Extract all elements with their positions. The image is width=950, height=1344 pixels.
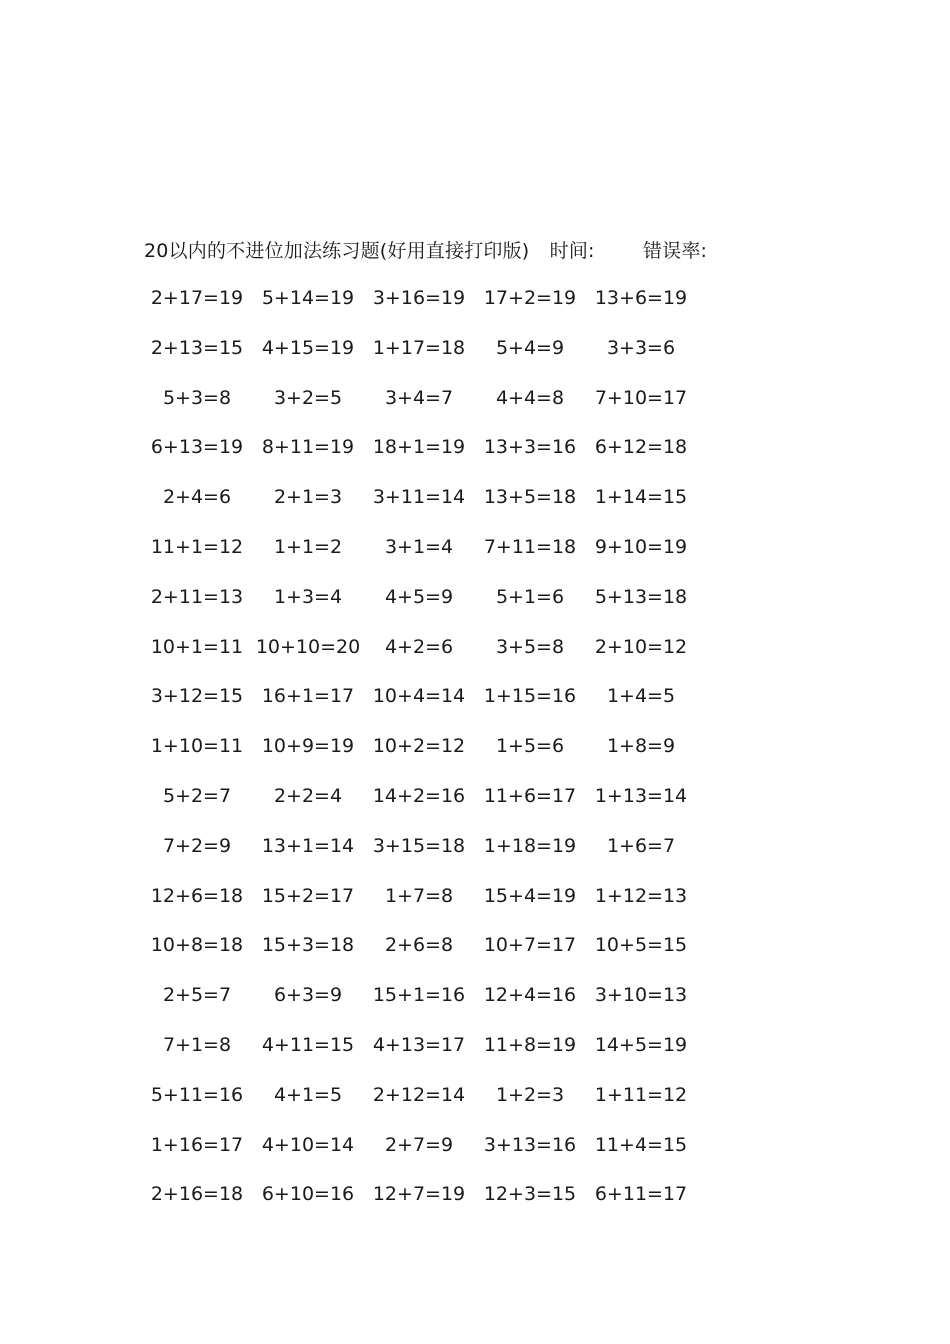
equation-item: 10+7=17 <box>483 934 577 957</box>
equation-item: 4+15=19 <box>261 336 355 359</box>
equation-row <box>0 336 950 386</box>
worksheet-header <box>144 236 707 263</box>
equation-item: 3+15=18 <box>372 834 466 857</box>
equation-item: 5+4=9 <box>495 336 565 359</box>
equation-item: 7+10=17 <box>594 386 688 409</box>
equation-row <box>0 585 950 635</box>
equation-item: 13+5=18 <box>483 486 577 509</box>
equation-item: 11+1=12 <box>150 535 244 558</box>
equation-item: 7+11=18 <box>483 535 577 558</box>
equation-item: 2+12=14 <box>372 1083 466 1106</box>
equation-row <box>0 635 950 685</box>
equation-row <box>0 933 950 983</box>
equation-row <box>0 386 950 436</box>
equation-item: 2+1=3 <box>273 486 343 509</box>
equation-item: 6+11=17 <box>594 1183 688 1206</box>
equation-item: 10+1=11 <box>150 635 244 658</box>
equation-item: 4+2=6 <box>384 635 454 658</box>
equation-item: 1+13=14 <box>594 784 688 807</box>
equation-item: 4+4=8 <box>495 386 565 409</box>
equation-item: 1+2=3 <box>495 1083 565 1106</box>
equation-item: 13+1=14 <box>261 834 355 857</box>
equation-item: 17+2=19 <box>483 287 577 309</box>
equation-item: 2+17=19 <box>150 287 244 309</box>
equation-item: 11+6=17 <box>483 784 577 807</box>
equation-row <box>0 1083 950 1133</box>
equation-item: 2+4=6 <box>162 486 232 509</box>
equation-item: 4+11=15 <box>261 1033 355 1056</box>
equation-item: 1+11=12 <box>594 1083 688 1106</box>
equation-row <box>0 1182 950 1232</box>
equation-grid <box>0 286 950 1232</box>
equation-item: 1+12=13 <box>594 884 688 907</box>
equation-item: 12+7=19 <box>372 1183 466 1206</box>
equation-item: 3+5=8 <box>495 635 565 658</box>
equation-item: 1+5=6 <box>495 735 565 758</box>
equation-item: 15+3=18 <box>261 934 355 957</box>
equation-item: 6+10=16 <box>261 1183 355 1206</box>
equation-item: 7+2=9 <box>162 834 232 857</box>
time-label: 时间: <box>549 240 595 262</box>
equation-item: 1+14=15 <box>594 486 688 509</box>
equation-item: 18+1=19 <box>372 436 466 459</box>
equation-item: 10+5=15 <box>594 934 688 957</box>
equation-item: 2+5=7 <box>162 984 232 1007</box>
equation-item: 15+1=16 <box>372 984 466 1007</box>
equation-item: 1+6=7 <box>606 834 676 857</box>
equation-item: 8+11=19 <box>261 436 355 459</box>
equation-item: 10+9=19 <box>261 735 355 758</box>
equation-item: 5+1=6 <box>495 585 565 608</box>
equation-item: 10+10=20 <box>255 635 361 658</box>
equation-item: 3+1=4 <box>384 535 454 558</box>
equation-item: 1+10=11 <box>150 735 244 758</box>
equation-item: 16+1=17 <box>261 685 355 708</box>
equation-item: 3+16=19 <box>372 287 466 309</box>
equation-item: 15+2=17 <box>261 884 355 907</box>
equation-item: 12+3=15 <box>483 1183 577 1206</box>
equation-item: 3+12=15 <box>150 685 244 708</box>
equation-item: 5+11=16 <box>150 1083 244 1106</box>
equation-item: 13+6=19 <box>594 287 688 309</box>
equation-item: 12+6=18 <box>150 884 244 907</box>
equation-item: 1+18=19 <box>483 834 577 857</box>
equation-row <box>0 684 950 734</box>
equation-item: 10+8=18 <box>150 934 244 957</box>
equation-item: 1+4=5 <box>606 685 676 708</box>
equation-item: 5+13=18 <box>594 585 688 608</box>
equation-item: 13+3=16 <box>483 436 577 459</box>
equation-item: 1+8=9 <box>606 735 676 758</box>
equation-item: 2+10=12 <box>594 635 688 658</box>
equation-item: 1+16=17 <box>150 1133 244 1156</box>
equation-item: 1+7=8 <box>384 884 454 907</box>
worksheet-title: 20以内的不进位加法练习题(好用直接打印版) <box>144 240 530 262</box>
equation-item: 15+4=19 <box>483 884 577 907</box>
equation-row <box>0 535 950 585</box>
equation-item: 14+2=16 <box>372 784 466 807</box>
equation-row <box>0 1033 950 1083</box>
equation-item: 2+16=18 <box>150 1183 244 1206</box>
equation-item: 3+13=16 <box>483 1133 577 1156</box>
equation-item: 7+1=8 <box>162 1033 232 1056</box>
equation-item: 10+4=14 <box>372 685 466 708</box>
equation-item: 3+3=6 <box>606 336 676 359</box>
equation-item: 6+12=18 <box>594 436 688 459</box>
equation-row <box>0 1133 950 1183</box>
equation-item: 5+2=7 <box>162 784 232 807</box>
equation-item: 4+10=14 <box>261 1133 355 1156</box>
equation-item: 5+3=8 <box>162 386 232 409</box>
error-rate-label: 错误率: <box>642 240 708 262</box>
equation-row <box>0 834 950 884</box>
equation-item: 1+1=2 <box>273 535 343 558</box>
equation-item: 2+13=15 <box>150 336 244 359</box>
equation-row <box>0 983 950 1033</box>
equation-item: 11+4=15 <box>594 1133 688 1156</box>
equation-item: 14+5=19 <box>594 1033 688 1056</box>
equation-row <box>0 435 950 485</box>
equation-item: 12+4=16 <box>483 984 577 1007</box>
equation-item: 1+17=18 <box>372 336 466 359</box>
equation-item: 3+10=13 <box>594 984 688 1007</box>
equation-item: 2+11=13 <box>150 585 244 608</box>
equation-item: 6+3=9 <box>273 984 343 1007</box>
equation-item: 10+2=12 <box>372 735 466 758</box>
equation-row <box>0 884 950 934</box>
equation-row <box>0 734 950 784</box>
equation-row <box>0 784 950 834</box>
equation-item: 11+8=19 <box>483 1033 577 1056</box>
equation-row <box>0 485 950 535</box>
equation-item: 6+13=19 <box>150 436 244 459</box>
equation-item: 2+2=4 <box>273 784 343 807</box>
equation-item: 9+10=19 <box>594 535 688 558</box>
equation-item: 4+1=5 <box>273 1083 343 1106</box>
equation-item: 3+4=7 <box>384 386 454 409</box>
equation-item: 1+3=4 <box>273 585 343 608</box>
equation-item: 3+2=5 <box>273 386 343 409</box>
equation-item: 5+14=19 <box>261 287 355 309</box>
equation-item: 2+6=8 <box>384 934 454 957</box>
equation-item: 2+7=9 <box>384 1133 454 1156</box>
equation-item: 4+13=17 <box>372 1033 466 1056</box>
equation-item: 1+15=16 <box>483 685 577 708</box>
equation-row <box>0 286 950 336</box>
equation-item: 3+11=14 <box>372 486 466 509</box>
equation-item: 4+5=9 <box>384 585 454 608</box>
